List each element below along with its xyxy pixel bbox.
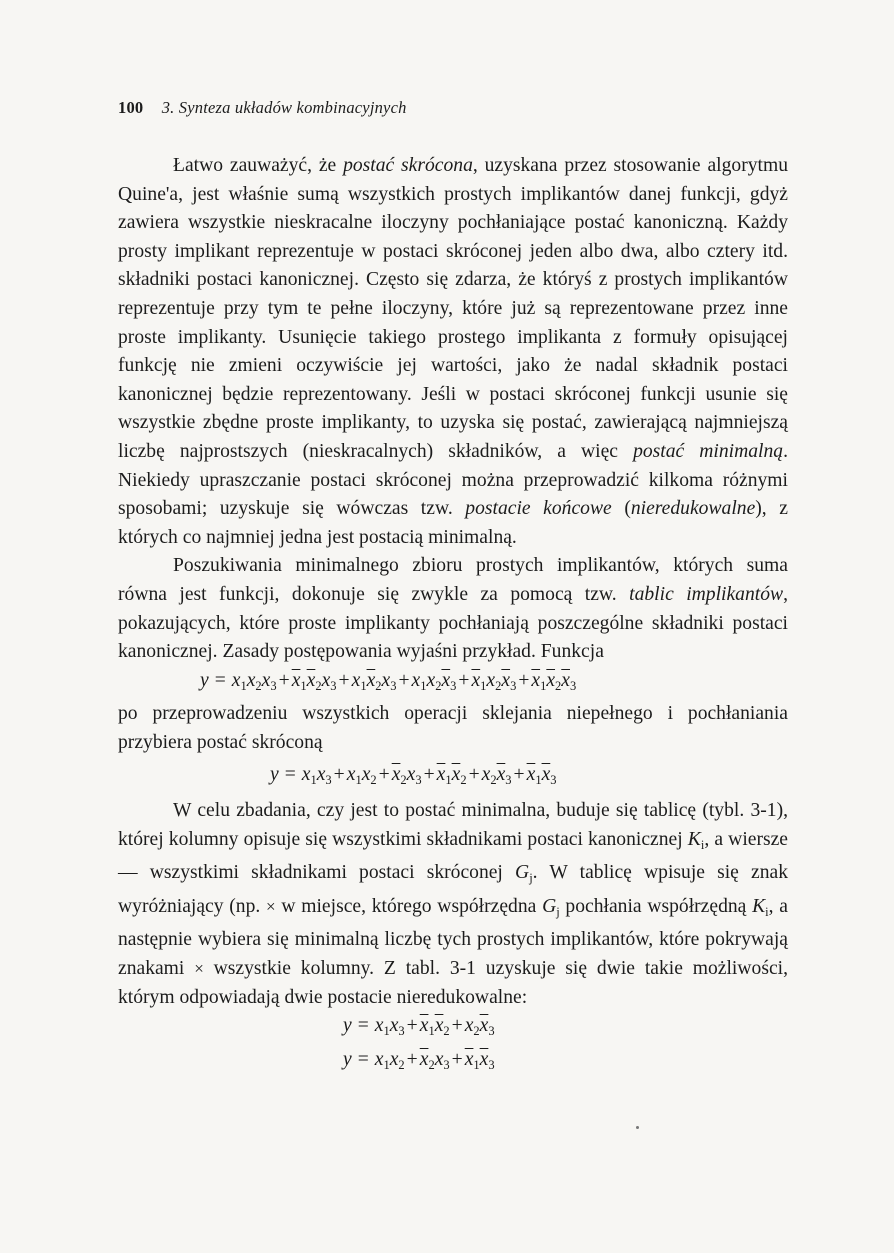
math-G: G [515,862,530,884]
math-K: K [687,828,701,850]
text-run: , a następnie wybiera się minimalną liczbę tych prostych implikantów, które pokrywają znakami [118,895,788,980]
paragraph-3: po przeprowadzeniu wszystkich operacji sklejania niepełnego i pochłaniania przybiera postać skróconą [118,703,788,753]
text-run: Łatwo zauważyć, że [173,155,344,176]
text-run: pochłania współrzędną [559,895,753,917]
text-run: Poszukiwania minimalnego zbioru prostych implikantów, których suma równa jest funkcji, dokonuje się zwykle za pomocą tzw. [118,555,788,605]
running-title: 3. Synteza układów kombinacyjnych [161,98,407,117]
scan-speck [636,1126,639,1129]
formula-irreducible-1: $y = x_1x_3 + \overline{x}_1\overline{x}_2 + x_2\overline{x}_3$ [343,1015,495,1039]
math-K: K [752,895,766,917]
running-head [118,98,407,118]
body-text [118,152,788,1079]
text-run: w miejsce, którego współrzędna [275,895,543,917]
formula-canonical: $y = x_1x_2x_3 + \overline{x}_1\overline{x}_2x_3 + x_1\overline{x}_2x_3 + x_1x_2\overline{x}_3 + \overline{x}_1x_2\overline{x}_3 + \overline{x}_1\overline{x}_2\overline{x}_3$ [200,669,577,693]
page-number: 100 [118,98,144,117]
text-run: ), z których co najmniej jedna jest postacią minimalną. [118,498,788,548]
term-tablic-implikantow: tablic implikantów [629,583,784,605]
formula-shortened: $y = x_1x_3 + x_1x_2 + \overline{x}_2x_3 + \overline{x}_1\overline{x}_2 + x_2\overline{x}_3 + \overline{x}_1\overline{x}_3$ [270,764,557,788]
paragraph-4: W celu zbadania, czy jest to postać minimalna, buduje się tablicę (tybl. 3-1), której kolumny opisuje się wszystkimi składnikami postaci kanonicznej $K_i$, a wiersze — wszystkimi składnikami postaci skróconej $G_j$. W tablicę wpisuje się znak wyróżniający (np. × w miejsce, którego współrzędna $G_j$ pochłania współrzędną $K_i$, a następnie wybiera się minimalną liczbę tych prostych implikantów, które pokrywają znakami × wszystkie kolumny. Z tabl. 3-1 uzyskuje się dwie takie możliwości, którym odpowiadają dwie postacie nieredukowalne: [118,800,789,1008]
text-run: , uzyskana przez stosowanie algorytmu Quine'a, jest właśnie sumą wszystkich prostych implikantów danej funkcji, gdyż zawiera wszystkie nieskracalne iloczyny pochłaniające postać kanoniczną. Każdy prosty implikant reprezentuje w postaci skróconej jeden albo dwa, albo cztery itd. składniki postaci kanonicznej. Często się zdarza, że któryś z prostych implikantów reprezentuje przy tym te pełne iloczyny, które już są reprezentowane przez inne proste implikanty. Usunięcie takiego prostego implikanta z formuły opisującej funkcję nie zmieni oczywiście jej wartości, jako że nadal składnik postaci kanonicznej będzie reprezentowany. Jeśli w postaci skróconej funkcji usunie się wszystkie zbędne proste implikanty, to uzyska się postać, zawierającą najmniejszą liczbę najprostszych (nieskracalnych) składników, a więc [118,155,788,462]
text-run: , a wiersze — wszystkimi składnikami postaci skróconej [118,828,789,884]
term-postac-minimalna: postać minimalną [633,440,784,462]
paragraph-1 [118,152,788,552]
cross-mark: × [194,959,204,979]
term-nieredukowalne: nieredukowalne [630,498,756,520]
text-run: W celu zbadania, czy jest to postać minimalna, buduje się tablicę (tybl. 3-1), której kolumny opisuje się wszystkimi składnikami postaci kanonicznej [118,800,788,850]
cross-mark: × [266,896,276,916]
formula-irreducible-2: $y = x_1x_2 + \overline{x}_2x_3 + \overline{x}_1\overline{x}_3$ [343,1048,495,1072]
text-run: , pokazujących, które proste implikanty pochłaniają poszczególne składniki postaci kanonicznej. Zasady postępowania wyjaśni przykład. Funkcja [118,583,788,663]
paragraph-2 [118,552,788,666]
text-run: . W tablicę wpisuje się znak wyróżniający (np. [118,862,788,917]
text-run: ( [611,498,631,520]
text-run: . Niekiedy upraszczanie postaci skróconej można przeprowadzić kilkoma różnymi sposobami; uzyskuje się wówczas tzw. [118,440,788,520]
text-run: wszystkie kolumny. Z tabl. 3-1 uzyskuje się dwie takie możliwości, którym odpowiadają dwie postacie nieredukowalne: [118,958,788,1008]
math-G: G [542,895,557,917]
term-postac-skrocona: postać skrócona [343,155,473,176]
term-postacie-koncowe: postacie końcowe [465,498,612,520]
